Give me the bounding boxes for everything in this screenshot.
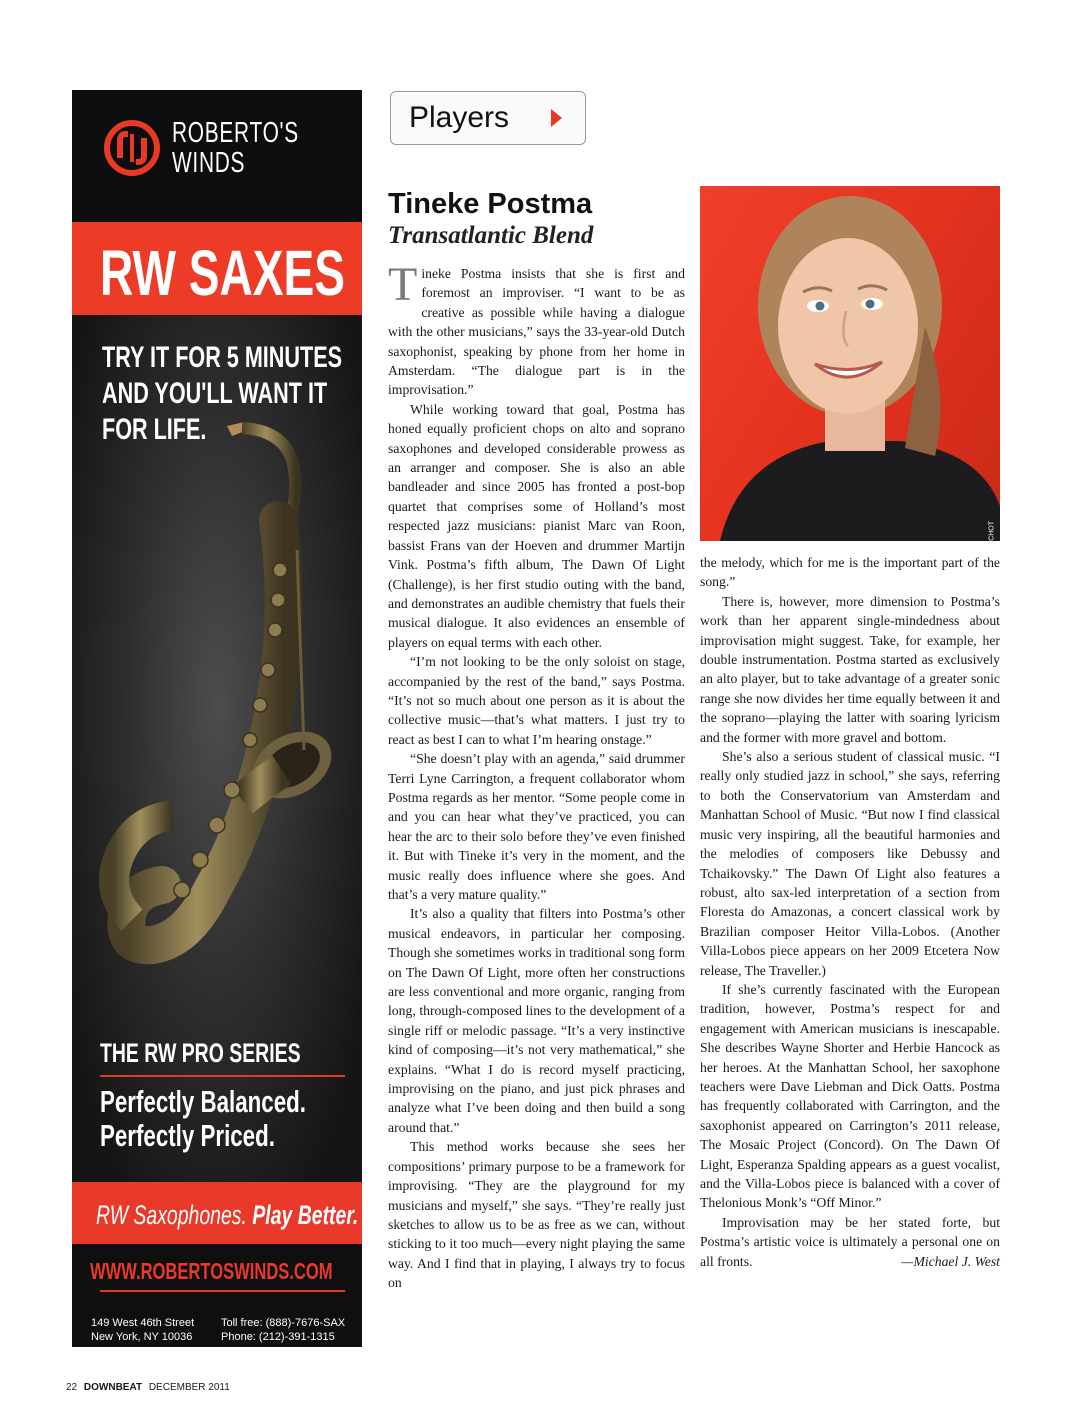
paragraph: While working toward that goal, Postma has honed equally proficient chops on alto and soprano saxophones and developed considerable prowess as an arranger and composer. She is also an able bandleader and since 2005 has fronted a post-bop quartet that comprises some of Holland’s most respected jazz musicians: pianist Marc van Roon, bassist Frans van der Hoeven and drummer Martijn Vink. Postma’s fifth album, The Dawn Of Light (Challenge), is her first studio outing with the band, and demonstrates an audible chemistry that fuels their musical dialogue. It also evidences an ensemble of players on equal terms with each other. <box>388 401 685 650</box>
photo-credit: JOKE SCHOT <box>989 521 996 566</box>
ad-brand-name: ROBERTO'S WINDS <box>172 117 299 179</box>
ad-divider <box>100 1075 345 1077</box>
paragraph: the melody, which for me is the important part of the song.” <box>700 555 1000 590</box>
ad-play-better: RW Saxophones. Play Better. <box>96 1200 359 1230</box>
ad-tagline: TRY IT FOR 5 MINUTES AND YOU'LL WANT IT FOR LIFE. <box>102 341 343 446</box>
paragraph: She’s also a serious student of classical music. “I really only studied jazz in school,” she says, referring to both the Conservatorium van Amsterdam and Manhattan School of Music. “But now I find classical music very inspiring, all the beautiful harmonies and the melodies of composers like Debussy and Tchaikovsky.” The Dawn Of Light also features a robust, alto sax-led interpretation of a section from Floresta do Amazonas, a concert classical work by Brazilian composer Heitor Villa-Lobos. (Another Villa-Lobos piece appears on her 2009 Etcetera Now release, The Traveller.) <box>700 749 1000 978</box>
robertos-winds-logo-icon <box>104 120 160 176</box>
article-column-2 <box>700 553 1000 1271</box>
ad-headline: RW SAXES <box>100 237 345 309</box>
ad-series-title: THE RW PRO SERIES <box>100 1038 301 1068</box>
paragraph: “She doesn’t play with an agenda,” said drummer Terri Lyne Carrington, a frequent collaborator whom Postma regards as her mentor. “Some people come in and you can hear what they’ve practiced, you can hear the arc to their solo before they’ve even finished it. But with Tineke it’s very in the moment, and the music really does influence where she goes. And that’s a very mature quality.” <box>388 751 685 902</box>
article-subtitle: Transatlantic Blend <box>388 222 594 249</box>
paragraph: Tineke Postma insists that she is first and foremost an improviser. “I want to be as creative as possible while having a dialogue with the other musicians,” says the 33-year-old Dutch saxophonist, speaking by phone from her home in Amsterdam. “The dialogue part is in the improvisation.” <box>388 258 685 398</box>
ad-phone: Toll free: (888)-7676-SAX Phone: (212)-391-1315 <box>221 1317 346 1343</box>
page-footer <box>66 1382 230 1393</box>
ad-website-link[interactable]: WWW.ROBERTOSWINDS.COM <box>90 1258 333 1284</box>
paragraph: It’s also a quality that filters into Postma’s other musical endeavors, in particular her composing. Though she sometimes works in traditional song form on The Dawn Of Light, more often her constructions are less conventional and more organic, ranging from long, through-composed lines to the development of a single riff or melodic passage. “It’s a very instinctive kind of composing—it’s not very mathematical,” she explains. “What I do is record myself practicing, improvising on the piano, and just pick phrases and analyze what I’ve been doing and then build a song around that.” <box>388 906 685 1135</box>
saxophone-image <box>92 420 332 980</box>
drop-cap: T <box>388 258 418 311</box>
ad-address: 149 West 46th Street New York, NY 10036 <box>91 1317 195 1343</box>
ad-divider <box>100 1290 345 1292</box>
section-tab-players[interactable] <box>390 91 586 145</box>
advertisement <box>72 90 362 1347</box>
portrait-photo <box>700 186 1000 566</box>
section-label: Players <box>409 101 510 134</box>
page-number: 22 <box>66 1382 78 1393</box>
paragraph: If she’s currently fascinated with the European tradition, however, Postma’s respect for and engagement with American musicians is inescapable. She describes Wayne Shorter and Herbie Hancock as her heroes. At the Manhattan School, her saxophone teachers were Dave Liebman and Dick Oatts. Postma has frequently collaborated with Carrington, and the saxophonist appeared on Carrington’s 2011 release, The Mosaic Project (Concord). On The Dawn Of Light, Esperanza Spalding appears as a guest vocalist, and the Villa-Lobos piece is balanced with a cover of Thelonious Monk’s “Off Minor.” <box>700 981 1000 1211</box>
article-title: Tineke Postma <box>388 188 593 220</box>
paragraph: Improvisation may be her stated forte, but Postma’s artistic voice is ultimately a personal one on all fronts. —Michael J. West <box>700 1213 1000 1271</box>
triangle-right-icon <box>551 109 562 127</box>
paragraph: This method works because she sees her compositions’ primary purpose to be a framework for improvising. “They are the playground for my musicians and myself,” she says. “They’re really just sketches to allow us to be as free as we can, without sticking to it too much—every night playing the same way. And I find that in playing, I always try to focus on <box>388 1139 685 1291</box>
ad-slogan: Perfectly Balanced. Perfectly Priced. <box>100 1084 306 1153</box>
issue-date: DECEMBER 2011 <box>148 1382 230 1393</box>
author-signature: —Michael J. West <box>901 1253 1000 1269</box>
portrait-image <box>700 186 1000 541</box>
paragraph: “I’m not looking to be the only soloist on stage, accompanied by the rest of the band,” says Postma. “It’s not so much about one person as it is about the collective music—that’s what matters. I just try to react as best I can to what I’m hearing onstage.” <box>388 654 685 747</box>
article-column-1 <box>388 258 685 1293</box>
magazine-name: DOWNBEAT <box>83 1382 143 1393</box>
paragraph: There is, however, more dimension to Postma’s work than her apparent single-mindedness about improvisation might suggest. Take, for example, her double instrumentation. Postma started as exclusively an alto player, but to take advantage of a greater sonic range she now divides her time equally between it and the soprano—playing the latter with soaring lyricism and the former with more gravel and bottom. <box>700 593 1000 745</box>
